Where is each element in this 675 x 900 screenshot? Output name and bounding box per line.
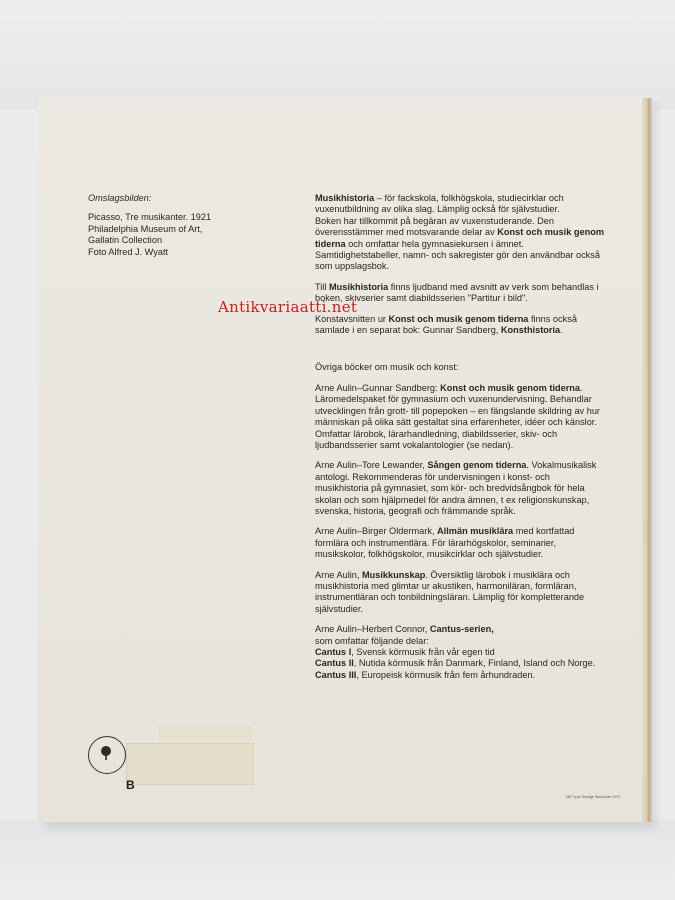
cover-credit-heading: Omslagsbilden:: [88, 193, 152, 203]
table-surface-bottom: [0, 820, 675, 900]
cover-credit-line: Picasso, Tre musikanter. 1921: [88, 212, 212, 223]
blurb-text: Arne Aulin–Herbert Connor,: [315, 624, 430, 635]
blurb-bold: Sången genom tiderna: [427, 460, 527, 471]
cover-credit-line: Gallatin Collection: [88, 235, 163, 246]
cantus-desc: , Nutida körmusik från Danmark, Finland, Island och Norge.: [353, 658, 596, 669]
blurb-bold: Musikkunskap: [362, 569, 426, 580]
cantus-title: Cantus II: [315, 658, 354, 669]
blurb-paragraph-intro: [315, 193, 605, 273]
blurb-bold: Cantus-serien,: [429, 624, 494, 635]
cantus-title: Cantus I: [315, 647, 352, 657]
blurb-text: – för fackskola, folkhögskola, studiecirklar och vuxenutbildning av olika slag. Lämplig också för självstudier.: [315, 193, 564, 215]
book-entry: [315, 526, 605, 560]
blurb-bold: Konst och musik genom tiderna: [388, 313, 529, 324]
book-back-cover: [38, 98, 652, 822]
tree-icon: [98, 746, 114, 760]
printer-imprint: NB Tryck Sverige Stockholm 1971: [566, 795, 621, 799]
watermark-text: Antikvariaatti.net: [218, 298, 358, 316]
sticker-residue: [158, 726, 252, 740]
book-page-edge: [642, 98, 650, 822]
blurb-text: som omfattar följande delar:: [315, 635, 429, 646]
blurb-paragraph-audio: [315, 282, 605, 305]
book-entry: [315, 383, 605, 451]
blurb-text: Arne Aulin–Gunnar Sandberg:: [315, 382, 441, 393]
cantus-desc: , Svensk körmusik från vår egen tid: [351, 647, 495, 657]
blurb-text: Arne Aulin–Birger Oldermark,: [315, 526, 438, 537]
blurb-text: finns också samlade i en separat bok: Gunnar Sandberg,: [315, 313, 577, 336]
cantus-desc: , Europeisk körmusik från fem århundraden.: [356, 669, 536, 680]
blurb-text: . Översiktlig lärobok i musiklära och musikhistoria med glimtar ur akustiken, harmoniläran, formläran, instrumentläran och tonbildningsläran. Lämplig för kompletterande självstudier.: [315, 569, 585, 614]
blurb-text: Till: [315, 281, 329, 292]
blurb-text: . Läromedelspaket för gymnasium och vuxenundervisning. Behandlar utvecklingen från grott- till popepoken – en fängslande skildring av hur människan på olika sätt gestaltat sina erfarenheter, idéer och känslor. Omfattar lärobok, lärarhandledning, diabildsserier, skiv- och ljudbandsserier samt vokalantologier (se nedan).: [315, 382, 600, 450]
blurb-bold: Konsthistoria: [500, 325, 561, 336]
blurb-text: Arne Aulin,: [315, 569, 362, 580]
blurb-bold: Konst och musik genom tiderna: [315, 227, 604, 249]
blurb-bold: Musikhistoria: [315, 193, 375, 203]
cover-credit-line: Foto Alfred J. Wyatt: [88, 246, 169, 257]
table-surface-top: [0, 0, 675, 110]
blurb-column: [315, 193, 605, 690]
book-entry: [315, 460, 605, 517]
cantus-title: Cantus III: [315, 669, 357, 680]
cover-credit: [88, 193, 248, 258]
blurb-text: med kortfattad formlära och instrumentlära. För lärarhögskolor, seminarier, musikskolor, folkhögskolor, musikcirklar och självstudier.: [315, 526, 575, 560]
blurb-text: Boken har tillkommit på begäran av vuxenstuderande. Den överensstämmer med motsvarande delar av: [315, 215, 555, 238]
price-class-letter: B: [126, 778, 135, 792]
other-books-heading: Övriga böcker om musik och konst:: [315, 362, 459, 373]
blurb-text: Arne Aulin–Tore Lewander,: [315, 460, 428, 471]
blurb-bold: Musikhistoria: [328, 281, 389, 292]
book-entry-cantus: [315, 624, 605, 681]
blurb-bold: Konst och musik genom tiderna: [440, 382, 581, 393]
blurb-text: finns ljudband med avsnitt av verk som behandlas i boken, skivserier samt diabildsserien "Partitur i bild".: [315, 281, 599, 304]
blurb-paragraph-art: [315, 314, 605, 337]
cover-credit-line: Philadelphia Museum of Art,: [88, 223, 203, 234]
blurb-text: och omfattar hela gymnasiekursen i ämnet. Samtidighetstabeller, namn- och sakregister gör den användbar också som uppslagsbok.: [315, 238, 600, 272]
blurb-text: . Vokalmusikalisk antologi. Rekommenderas för undervisningen i konst- och musikhistoria på gymnasiet, som kör- och bredvidsångbok för hela skolan och som hjälpmedel för andra ämnen, t ex religionskunskap, svenska, historia, geografi och främmande språk.: [315, 460, 597, 516]
blurb-bold: Allmän musiklära: [437, 526, 514, 537]
blurb-text: .: [560, 325, 563, 336]
blurb-text: Konstavsnitten ur: [315, 313, 389, 324]
book-entry: [315, 570, 605, 616]
sticker-residue: [126, 743, 254, 785]
